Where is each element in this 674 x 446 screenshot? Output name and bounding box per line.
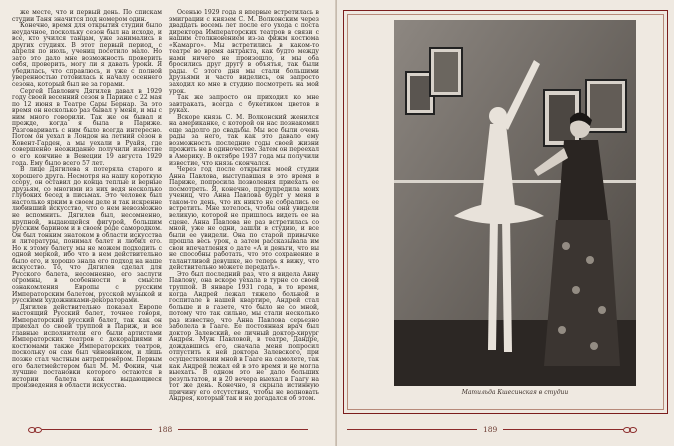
paragraph: В лице Дягилева я потеряла старого и хорошего друга. Несмотря на нашу короткую ссору, он оставил до конца теплые и верные друзьям, со многими из них ведя несколько глубоких бесед в письмах. Это человек был настолько ярким в своем деле и так искренне любивший искусство, что о нем невозможно не вспомнить. Дягилев был, несомненно, крупной, выдающейся фигурой, большим русским барином и в своем роде самородком. Он был тонким знатоком в области искусства и литературы, понимал балет и любил его. Но к этому балету мы не можем подходить с одной меркой, ибо что в нем действительно было его, и хорошо знала его подход на наше искусство. То, что Дягилев сделал для Русского балета, несомненно, его заслуги огромны, в особенности в смысле ознакомления Европы с русским Императорским балетом, русской музыкой и русскими художниками-декораторами. xyxy=(12,166,162,305)
ornament-icon xyxy=(28,425,42,433)
footer-rule xyxy=(42,429,152,430)
page-number: 188 xyxy=(158,424,173,434)
page-footer-left xyxy=(28,422,328,436)
paragraph: Сергей Павлович Дягилев давал в 1929 году своей весенний сезон в Париже с 22 мая по 12 июня в Театре Сары Бернар. За это время он несколько раз бывал у меня, и мы с ним много говорили. Так же он бывал и прежде, когда я была в Париже. Разговаривать с ним было всегда интересно. Потом он уехал в Лондон на летний сезон в Ковент-Гарден, а мы уехали в Руайя, где совершенно неожиданно получили известие о его кончине в Венеции 19 августа 1929 года. Ему было всего 57 лет. xyxy=(12,87,162,167)
paragraph: Осенью 1929 года я впервые встретилась в эмиграции с князем С. М. Волконским через двадцать восемь лет после его ухода с поста директора Императорских театров в связи с нашим столкновением из-за фижм костюма «Камарго». Мы встретились в каком-то театре во время антракта, как будто между нами ничего не произошло, и мы оба бросились друг другу в объятья, так были рады. С этого дня мы стали большими друзьями и часто виделись, он запросто заходил ко мне в студию посмотреть на мой урок. xyxy=(169,9,319,95)
ornament-icon xyxy=(623,425,637,433)
text-column-2 xyxy=(169,10,319,403)
paragraph: Вскоре князь С. М. Волконский женился на американке, с которой он нас познакомил еще задолго до свадьбы. Мы все были очень рады за него, так как это давало ему возможность последние годы своей жизни прожить не в одиночестве. Затем он переехал в Америку. В октябре 1937 года мы получили известие, что князь скончался. xyxy=(169,113,319,167)
page-number: 189 xyxy=(483,424,498,434)
footer-rule xyxy=(178,429,308,430)
page-footer-right xyxy=(347,422,662,436)
paragraph: Это был последний раз, что я видела Анну Павлову, она вскоре уехала в турне со своей труппой. В январе 1931 года, в то время, когда Андрей лежал тяжело больной в госпитале в нашей квартире, Андрей стал больше и в газете, что было не со мной, потому что так сильно, мы стали несколько раз известно, что Анна Павлова серьезно заболела в Гааге. Ее постоянная врач был доктор Залевский, ее личный доктор-хирург Андрея. Муж Павловой, в театре, Дандре, дождавшись его, сначала меня попросил отпустить к ней доктора Залевского, при осуществлении мной в Гааге на самолете, так как Андрей лежал ей в это время и не могла выехать. В одном это не дало больших результатов, и в 20 вечера выехал в Гаагу на тот же день. Конечно, я скрыла истинную причину его отсутствия, чтобы не волновать Андрея, который так и не догадался об этом. xyxy=(169,270,319,403)
footer-rule xyxy=(503,429,623,430)
photo-caption: Матильда Кшесинская в студии xyxy=(461,389,569,396)
paragraph: Конечно, время для открытия студии было неудачное, поскольку сезон был на исходе, и все, кто учился танцам, уже занимались в других студиях. В этот первый период, с апреля по июль, учениц посетило мало. Но зато это дало мне возможность проверить себя, проверить, могу ли я давать уроки. Я убедилась, что справлюсь, и уже с полной уверенностью готовилась к началу осеннего сезона, который был не за горами. xyxy=(12,22,162,89)
paragraph: же месте, что и первый день. По спискам студии Таня значится под номером один. xyxy=(12,9,162,23)
paragraph: Дягилев действительно показал Европе настоящий Русский балет, точнее говоря, Императорский русский балет, так как он приехал со своей труппой в Париж, и все главные исполнители его были артистами Императорских театров с декорациями и костюмами также Императорских театров, поскольку он сам был чиновником, и лишь позже стал частным антрепренёром. Первым его балетмейстером был М. М. Фокин, чьи лучшие постановки которого остаются в истории балета как выдающиеся произведения в области искусства. xyxy=(12,303,162,390)
text-column-1 xyxy=(12,10,162,390)
paragraph: Так же запросто он приходил ко мне завтракать, всегда с букетиком цветов в руках. xyxy=(169,94,319,115)
paragraph: Через год после открытия моей студии Анна Павлова, выступавшая в это время в Париже, попросила позволения приехать ее посмотреть. Я, конечно, предупредила моих учениц, что Анна Павлова будет у меня в таком-то день, что их никто не собрались ее встретить. Мне хотелось, чтобы они увидели великую, которой не пришлось видеть ее на сцене. Анна Павлова не раз встретилась со мной, уже не одни, зашли в студию, и все были ее увидели. Она по старой привычке прошла весь урок, а затем рассказывала им свои впечатления о дате «А и деньги, что вы не способны работать, что это сохранение в талантливой девушке, но теперь я вижу, что действительно можете передать». xyxy=(169,166,319,272)
photo-illustration xyxy=(394,20,636,386)
footer-rule xyxy=(347,429,477,430)
studio-photograph xyxy=(394,20,636,386)
